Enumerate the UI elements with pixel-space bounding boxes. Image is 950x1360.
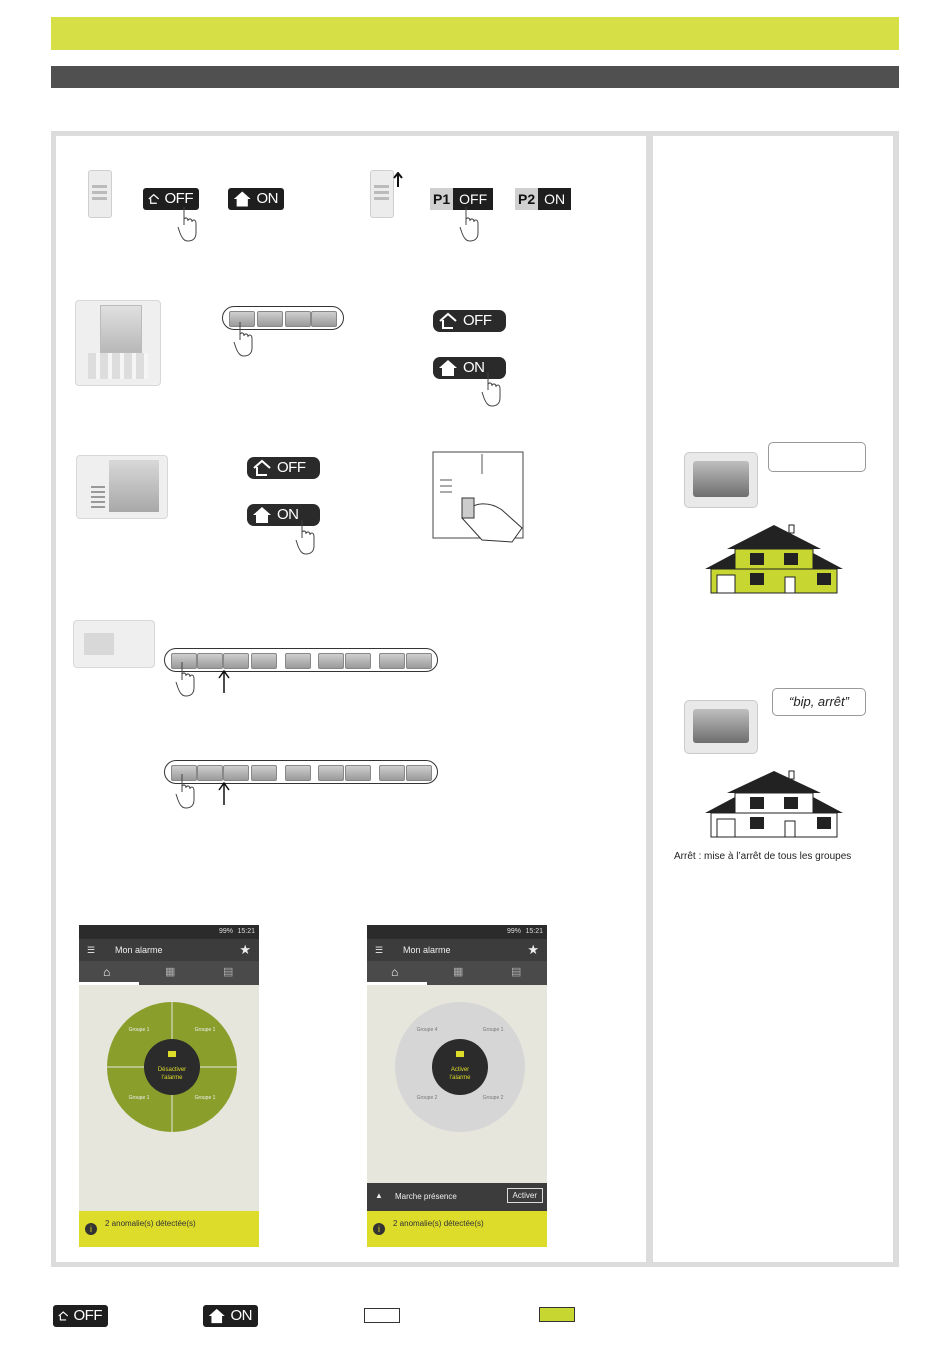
status-bar: 99% 15:21 xyxy=(367,925,547,939)
group-wheel[interactable] xyxy=(106,1001,238,1133)
wireless-keypad-device-icon xyxy=(73,620,155,668)
p2-on-badge: P2 ON xyxy=(515,188,571,210)
legend-green-swatch xyxy=(539,1307,575,1322)
arrow-up-icon xyxy=(218,782,230,806)
remote-control-icon xyxy=(88,170,112,218)
svg-text:Groupe 2: Groupe 2 xyxy=(482,1095,504,1101)
legend-white-swatch xyxy=(364,1308,400,1323)
home-icon[interactable]: ⌂ xyxy=(391,965,399,979)
svg-text:Groupe 4: Groupe 4 xyxy=(416,1027,438,1033)
house-outline-icon xyxy=(57,1307,70,1325)
svg-text:Désactiver: Désactiver xyxy=(157,1067,187,1073)
anomaly-bar[interactable]: i 2 anomalie(s) détectée(s) xyxy=(79,1211,259,1247)
app-title: Mon alarme xyxy=(403,945,451,955)
phone-screen-left xyxy=(79,925,259,1247)
pointing-hand-icon xyxy=(174,660,200,698)
pointing-hand-icon xyxy=(174,772,200,810)
off-badge: OFF xyxy=(247,457,320,479)
pointing-hand-icon xyxy=(458,205,484,243)
keypad-strip-top xyxy=(164,648,438,672)
control-panel-device-icon xyxy=(76,455,168,519)
legend-on-badge: ON xyxy=(203,1305,258,1327)
menu-icon[interactable]: ☰ xyxy=(375,945,384,955)
house-disarmed-icon xyxy=(705,769,843,839)
pointing-hand-icon xyxy=(176,205,202,243)
tab-bar xyxy=(367,961,547,985)
person-icon: ▲ xyxy=(375,1191,383,1200)
activate-button[interactable]: Activer xyxy=(507,1188,543,1203)
on-badge: ON xyxy=(247,504,320,526)
on-badge: ON xyxy=(228,188,284,210)
speech-bubble-empty xyxy=(768,442,866,472)
badge-reader-icon xyxy=(432,448,530,544)
pointing-hand-icon xyxy=(232,320,258,358)
keypad-device-icon xyxy=(75,300,161,386)
keypad-strip-bottom xyxy=(164,760,438,784)
siren-device-icon xyxy=(684,452,758,508)
app-bar xyxy=(79,939,259,961)
off-badge: OFF xyxy=(143,188,199,210)
star-icon[interactable]: ★ xyxy=(239,942,251,957)
arrow-up-icon xyxy=(218,670,230,694)
svg-text:Groupe 1: Groupe 1 xyxy=(482,1027,504,1033)
calendar-icon[interactable]: ▦ xyxy=(453,966,464,978)
house-armed-icon xyxy=(705,523,843,595)
house-outline-icon xyxy=(251,459,273,477)
speech-bubble-beep: “bip, arrêt” xyxy=(772,688,866,716)
app-title: Mon alarme xyxy=(115,945,163,955)
pointing-hand-icon xyxy=(294,518,320,556)
header-section-bar xyxy=(51,66,899,88)
info-icon: i xyxy=(85,1223,97,1235)
menu-icon[interactable]: ☰ xyxy=(87,945,96,955)
anomaly-bar[interactable]: i 2 anomalie(s) détectée(s) xyxy=(367,1211,547,1247)
house-filled-icon xyxy=(207,1307,227,1325)
star-icon[interactable]: ★ xyxy=(527,942,539,957)
svg-text:Groupe 2: Groupe 2 xyxy=(416,1095,438,1101)
book-icon[interactable]: ▤ xyxy=(511,966,522,978)
arrow-up-icon xyxy=(393,172,403,188)
app-bar xyxy=(367,939,547,961)
status-bar: 99% 15:21 xyxy=(79,925,259,939)
pointing-hand-icon xyxy=(480,370,506,408)
svg-text:Groupe 1: Groupe 1 xyxy=(194,1095,216,1101)
svg-text:Activer: Activer xyxy=(450,1067,470,1073)
svg-text:l’alarme: l’alarme xyxy=(161,1075,183,1081)
home-icon[interactable]: ⌂ xyxy=(103,965,111,979)
remote-control-icon xyxy=(370,170,394,218)
svg-text:l’alarme: l’alarme xyxy=(449,1075,471,1081)
house-outline-icon xyxy=(437,312,459,330)
house-filled-icon xyxy=(437,359,459,377)
on-badge: ON xyxy=(433,357,506,379)
house-filled-icon xyxy=(251,506,273,524)
house-outline-icon xyxy=(147,190,161,208)
info-icon: i xyxy=(373,1223,385,1235)
siren-device-icon xyxy=(684,700,758,754)
book-icon[interactable]: ▤ xyxy=(223,966,234,978)
off-badge: OFF xyxy=(433,310,506,332)
calendar-icon[interactable]: ▦ xyxy=(165,966,176,978)
presence-bar: ▲ Marche présence Activer xyxy=(367,1183,547,1211)
p1-off-badge: P1 OFF xyxy=(430,188,493,210)
group-wheel[interactable] xyxy=(394,1001,526,1133)
header-accent-bar xyxy=(51,17,899,50)
phone-screen-right xyxy=(367,925,547,1247)
tab-bar xyxy=(79,961,259,985)
side-caption: Arrêt : mise à l’arrêt de tous les groupes xyxy=(674,851,852,862)
house-filled-icon xyxy=(232,190,253,208)
svg-text:Groupe 1: Groupe 1 xyxy=(194,1027,216,1033)
svg-text:Groupe 1: Groupe 1 xyxy=(128,1095,150,1101)
legend-off-badge: OFF xyxy=(53,1305,108,1327)
svg-text:Groupe 1: Groupe 1 xyxy=(128,1027,150,1033)
